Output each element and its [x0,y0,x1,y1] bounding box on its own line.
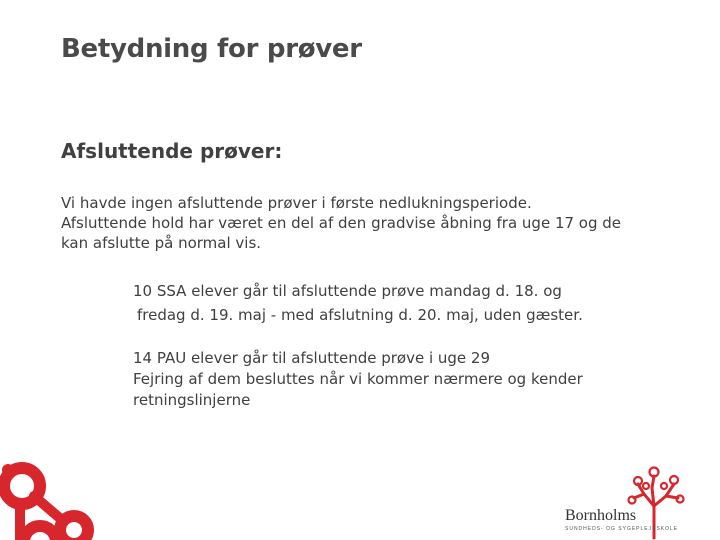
section-heading: Afsluttende prøver: [61,139,283,163]
intro-line: Vi havde ingen afsluttende prøver i første nedlukningsperiode. [61,194,532,212]
logo-name: Bornholms [565,507,637,524]
ssa-line: 10 SSA elever går til afsluttende prøve mandag d. 18. og [133,282,562,300]
pau-exam-info [133,348,583,411]
pau-line: retningslinjerne [133,391,251,409]
intro-line: Afsluttende hold har været en del af den gradvise åbning fra uge 17 og de [61,214,622,232]
red-circles-decoration-icon [0,458,100,540]
logo-tagline: SUNDHEDS- OG SYGEPLEJESKOLE [565,526,679,532]
ssa-line: fredag d. 19. maj - med afslutning d. 20. maj, uden gæster. [137,306,583,324]
pau-line: 14 PAU elever går til afsluttende prøve i uge 29 [133,349,491,367]
school-logo [560,462,688,540]
intro-paragraph [61,193,671,253]
ssa-exam-info [133,279,583,327]
pau-line: Fejring af dem besluttes når vi kommer nærmere og kender [133,370,583,388]
slide-title: Betydning for prøver [61,34,362,64]
intro-line: kan afslutte på normal vis. [61,234,262,252]
